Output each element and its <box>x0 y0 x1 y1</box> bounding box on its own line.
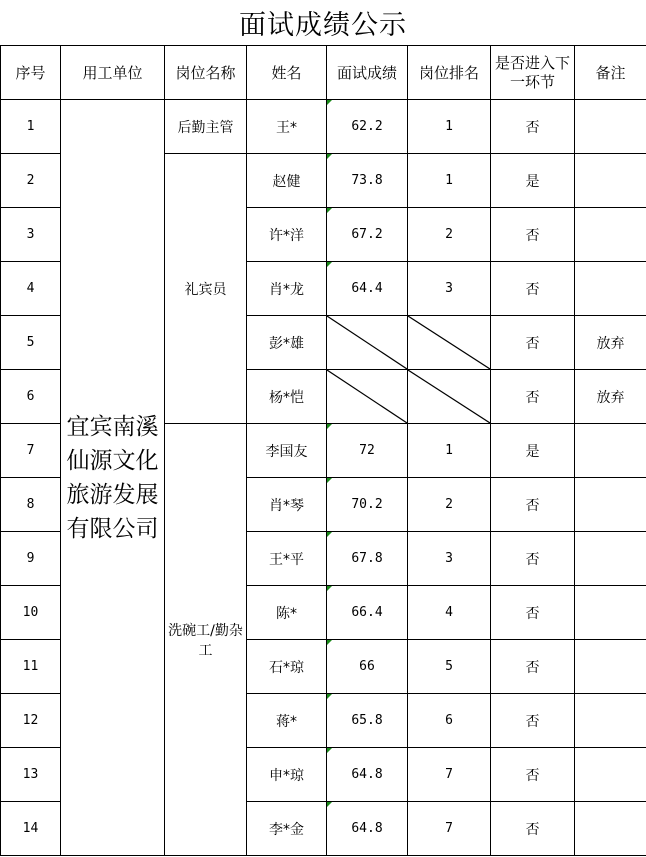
seq-cell: 5 <box>1 316 61 370</box>
diagonal-slash-icon <box>408 370 490 423</box>
header-advance: 是否进入下一环节 <box>491 46 575 100</box>
seq-cell: 1 <box>1 100 61 154</box>
rank-cell: 3 <box>408 532 491 586</box>
score-cell-crossed <box>327 316 408 370</box>
header-name: 姓名 <box>247 46 327 100</box>
remark-cell <box>575 640 646 694</box>
seq-cell: 9 <box>1 532 61 586</box>
seq-cell: 4 <box>1 262 61 316</box>
score-cell: 73.8 <box>327 154 408 208</box>
rank-cell: 1 <box>408 154 491 208</box>
position-cell: 洗碗工/勤杂工 <box>165 424 247 856</box>
employer-name: 宜宾南溪仙源文化旅游发展有限公司 <box>66 413 159 542</box>
remark-cell <box>575 694 646 748</box>
name-cell: 杨*恺 <box>247 370 327 424</box>
name-cell: 赵健 <box>247 154 327 208</box>
name-cell: 王*平 <box>247 532 327 586</box>
advance-cell: 否 <box>491 694 575 748</box>
remark-cell <box>575 100 646 154</box>
score-cell: 64.4 <box>327 262 408 316</box>
position-cell: 礼宾员 <box>165 154 247 424</box>
seq-cell: 6 <box>1 370 61 424</box>
seq-cell: 12 <box>1 694 61 748</box>
advance-cell: 否 <box>491 316 575 370</box>
header-seq: 序号 <box>1 46 61 100</box>
advance-cell: 否 <box>491 802 575 856</box>
rank-cell: 5 <box>408 640 491 694</box>
score-cell: 64.8 <box>327 748 408 802</box>
score-cell: 72 <box>327 424 408 478</box>
rank-cell-crossed <box>408 370 491 424</box>
remark-cell <box>575 802 646 856</box>
advance-cell: 否 <box>491 640 575 694</box>
score-cell: 64.8 <box>327 802 408 856</box>
rank-cell: 2 <box>408 208 491 262</box>
seq-cell: 13 <box>1 748 61 802</box>
page-title: 面试成绩公示 <box>239 10 407 41</box>
position-cell: 后勤主管 <box>165 100 247 154</box>
seq-cell: 8 <box>1 478 61 532</box>
name-cell: 许*洋 <box>247 208 327 262</box>
seq-cell: 14 <box>1 802 61 856</box>
header-row <box>1 46 646 100</box>
advance-cell: 否 <box>491 262 575 316</box>
score-cell: 62.2 <box>327 100 408 154</box>
name-cell: 李*金 <box>247 802 327 856</box>
remark-cell <box>575 208 646 262</box>
remark-cell <box>575 532 646 586</box>
rank-cell: 1 <box>408 100 491 154</box>
rank-cell: 7 <box>408 802 491 856</box>
advance-cell: 否 <box>491 370 575 424</box>
rank-cell-crossed <box>408 316 491 370</box>
diagonal-slash-icon <box>408 316 490 369</box>
name-cell: 王* <box>247 100 327 154</box>
seq-cell: 2 <box>1 154 61 208</box>
score-cell: 70.2 <box>327 478 408 532</box>
score-cell: 67.8 <box>327 532 408 586</box>
rank-cell: 3 <box>408 262 491 316</box>
advance-cell: 否 <box>491 478 575 532</box>
advance-cell: 否 <box>491 532 575 586</box>
score-cell-crossed <box>327 370 408 424</box>
results-table <box>0 45 646 856</box>
advance-cell: 否 <box>491 208 575 262</box>
seq-cell: 11 <box>1 640 61 694</box>
name-cell: 肖*龙 <box>247 262 327 316</box>
seq-cell: 7 <box>1 424 61 478</box>
remark-cell: 放弃 <box>575 370 646 424</box>
name-cell: 彭*雄 <box>247 316 327 370</box>
rank-cell: 1 <box>408 424 491 478</box>
diagonal-slash-icon <box>327 370 407 423</box>
remark-cell <box>575 262 646 316</box>
rank-cell: 2 <box>408 478 491 532</box>
score-cell: 65.8 <box>327 694 408 748</box>
remark-cell <box>575 748 646 802</box>
employer-cell <box>61 100 165 856</box>
name-cell: 蒋* <box>247 694 327 748</box>
remark-cell <box>575 424 646 478</box>
name-cell: 申*琼 <box>247 748 327 802</box>
rank-cell: 6 <box>408 694 491 748</box>
remark-cell <box>575 586 646 640</box>
advance-cell: 是 <box>491 424 575 478</box>
remark-cell <box>575 478 646 532</box>
advance-cell: 否 <box>491 100 575 154</box>
score-cell: 66.4 <box>327 586 408 640</box>
name-cell: 陈* <box>247 586 327 640</box>
table-row <box>1 100 646 154</box>
seq-cell: 3 <box>1 208 61 262</box>
header-employer: 用工单位 <box>61 46 165 100</box>
advance-cell: 否 <box>491 586 575 640</box>
seq-cell: 10 <box>1 586 61 640</box>
score-cell: 67.2 <box>327 208 408 262</box>
score-cell: 66 <box>327 640 408 694</box>
advance-cell: 否 <box>491 748 575 802</box>
name-cell: 肖*琴 <box>247 478 327 532</box>
header-rank: 岗位排名 <box>408 46 491 100</box>
header-position: 岗位名称 <box>165 46 247 100</box>
rank-cell: 7 <box>408 748 491 802</box>
name-cell: 李国友 <box>247 424 327 478</box>
rank-cell: 4 <box>408 586 491 640</box>
advance-cell: 是 <box>491 154 575 208</box>
name-cell: 石*琼 <box>247 640 327 694</box>
header-remark: 备注 <box>575 46 646 100</box>
header-score: 面试成绩 <box>327 46 408 100</box>
diagonal-slash-icon <box>327 316 407 369</box>
remark-cell <box>575 154 646 208</box>
remark-cell: 放弃 <box>575 316 646 370</box>
